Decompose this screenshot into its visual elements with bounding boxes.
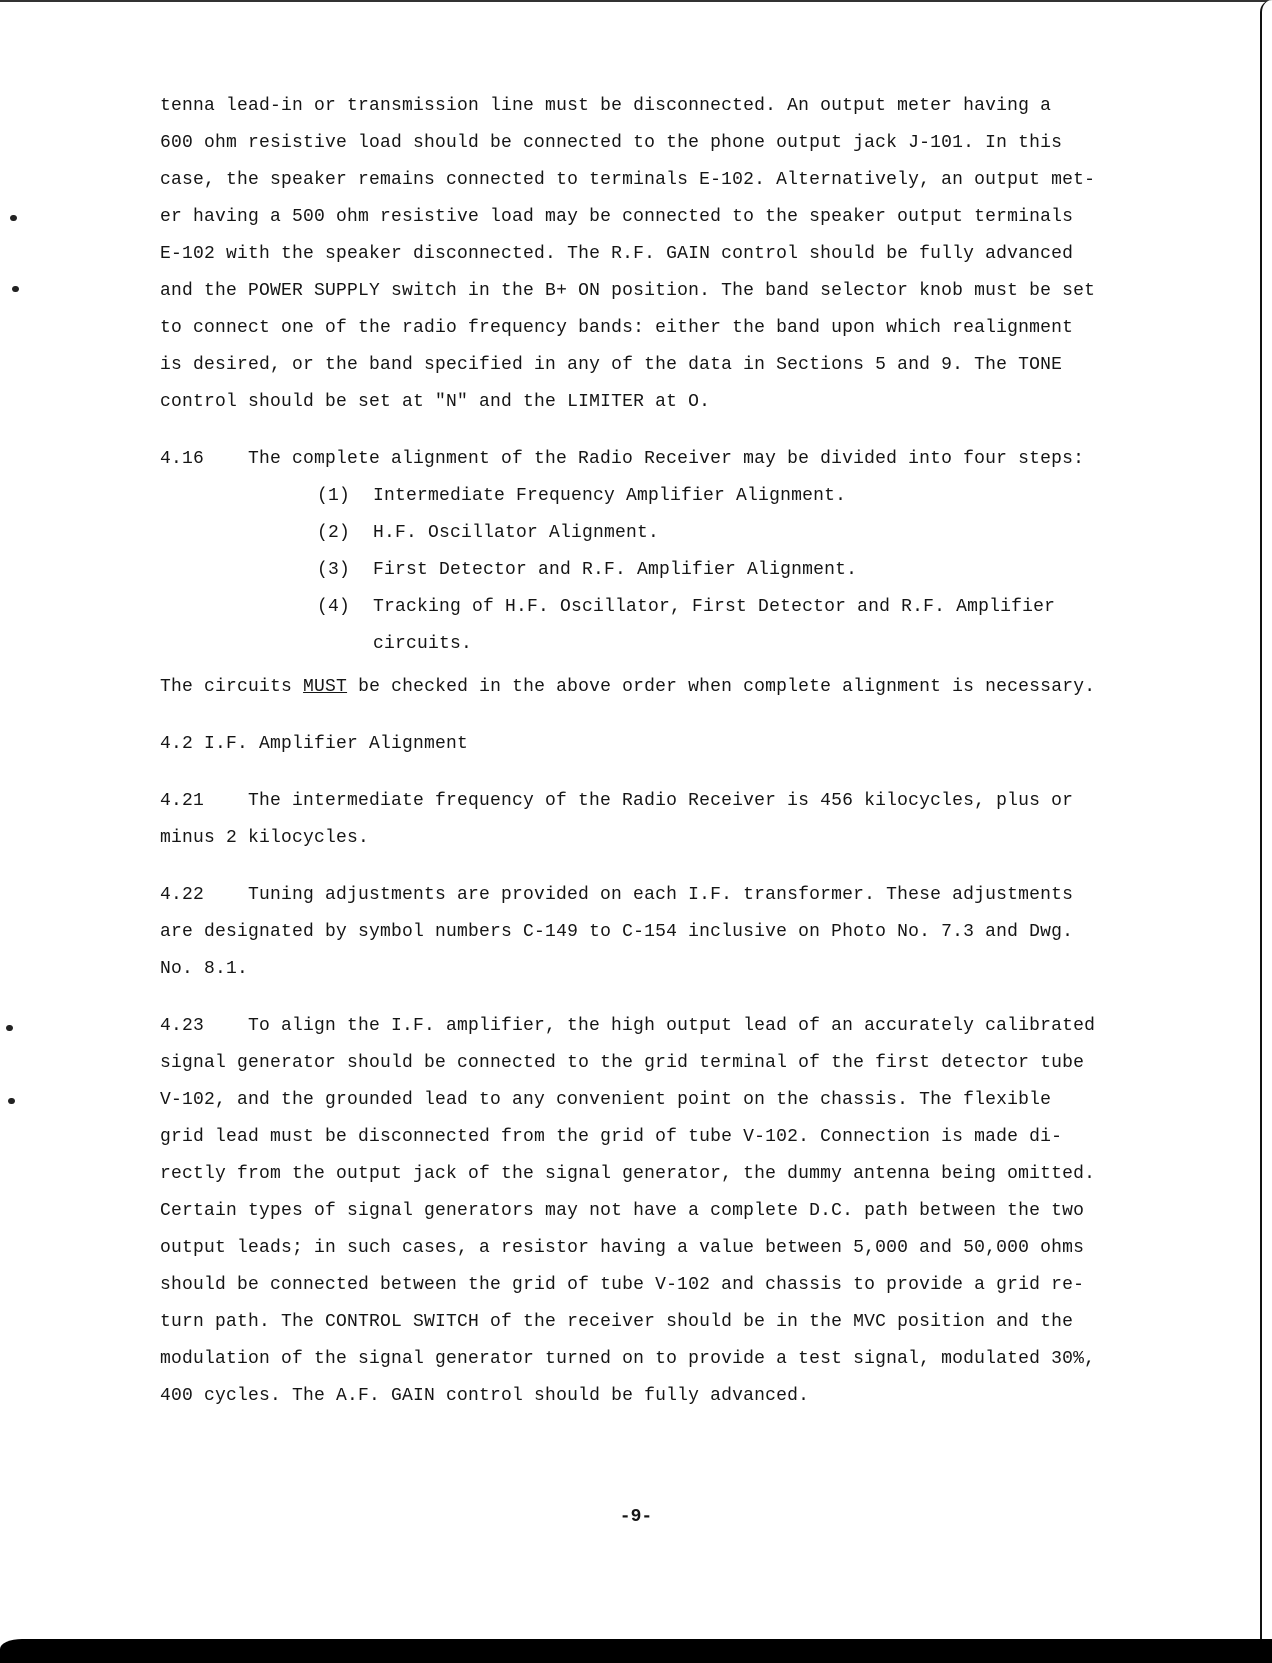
list-text: Intermediate Frequency Amplifier Alignment. (373, 486, 847, 506)
list-number: (3) (317, 560, 351, 580)
margin-mark (8, 1098, 15, 1104)
document-body (160, 88, 1120, 1415)
section-heading: 4.2 I.F. Amplifier Alignment (160, 734, 469, 754)
list-number: (2) (317, 523, 351, 543)
text-line: Tuning adjustments are provided on each I.F. transformer. These adjustments (248, 885, 1074, 905)
text-line: grid lead must be disconnected from the grid of tube V-102. Connection is made di- (160, 1127, 1063, 1147)
text-line: be checked in the above order when complete alignment is necessary. (358, 677, 1096, 697)
margin-mark (12, 286, 19, 292)
text-line: tenna lead-in or transmission line must be disconnected. An output meter having a (160, 96, 1052, 116)
text-line: modulation of the signal generator turned on to provide a test signal, modulated 30%, (160, 1349, 1096, 1369)
text-line: minus 2 kilocycles. (160, 828, 370, 848)
text-line: rectly from the output jack of the signal generator, the dummy antenna being omitted. (160, 1164, 1096, 1184)
text-line: Certain types of signal generators may not have a complete D.C. path between the two (160, 1201, 1085, 1221)
page-number: -9- (619, 1507, 653, 1527)
list-text: First Detector and R.F. Amplifier Alignment. (373, 560, 858, 580)
text-line: The intermediate frequency of the Radio Receiver is 456 kilocycles, plus or (248, 791, 1074, 811)
text-line: er having a 500 ohm resistive load may be connected to the speaker output terminals (160, 207, 1074, 227)
text-line: The circuits (160, 677, 293, 697)
text-line: To align the I.F. amplifier, the high output lead of an accurately calibrated (248, 1016, 1096, 1036)
section-number: 4.22 (160, 885, 205, 905)
page-edge-right (1260, 0, 1272, 1663)
text-line: output leads; in such cases, a resistor having a value between 5,000 and 50,000 ohms (160, 1238, 1085, 1258)
margin-mark (10, 215, 17, 221)
list-text: circuits. (373, 634, 473, 654)
text-line: are designated by symbol numbers C-149 to C-154 inclusive on Photo No. 7.3 and Dwg. (160, 922, 1074, 942)
list-text: H.F. Oscillator Alignment. (373, 523, 660, 543)
text-line: turn path. The CONTROL SWITCH of the receiver should be in the MVC position and the (160, 1312, 1074, 1332)
section-number: 4.16 (160, 449, 205, 469)
text-line: and the POWER SUPPLY switch in the B+ ON position. The band selector knob must be set (160, 281, 1096, 301)
section-4-22 (160, 877, 1120, 988)
text-line: control should be set at "N" and the LIMITER at O. (160, 392, 711, 412)
text-line: No. 8.1. (160, 959, 249, 979)
text-line: signal generator should be connected to the grid terminal of the first detector tube (160, 1053, 1085, 1073)
list-item (317, 589, 1120, 663)
margin-mark (6, 1025, 13, 1031)
list-text: Tracking of H.F. Oscillator, First Detector and R.F. Amplifier (373, 597, 1056, 617)
text-line: 600 ohm resistive load should be connected to the phone output jack J-101. In this (160, 133, 1063, 153)
text-line: is desired, or the band specified in any of the data in Sections 5 and 9. The TONE (160, 355, 1063, 375)
page-edge-top (0, 0, 1272, 8)
text-line: V-102, and the grounded lead to any convenient point on the chassis. The flexible (160, 1090, 1052, 1110)
text-line: 400 cycles. The A.F. GAIN control should be fully advanced. (160, 1386, 810, 1406)
text-line: case, the speaker remains connected to terminals E-102. Alternatively, an output met- (160, 170, 1096, 190)
text-line: E-102 with the speaker disconnected. The R.F. GAIN control should be fully advanced (160, 244, 1074, 264)
section-4-23 (160, 1008, 1120, 1415)
list-item (317, 515, 1120, 552)
list-item (317, 478, 1120, 515)
section-number: 4.21 (160, 791, 205, 811)
text-line: to connect one of the radio frequency bands: either the band upon which realignment (160, 318, 1074, 338)
text-line: should be connected between the grid of tube V-102 and chassis to provide a grid re- (160, 1275, 1085, 1295)
page-edge-bottom (0, 1639, 1272, 1663)
section-4-21 (160, 783, 1120, 857)
text-line: The complete alignment of the Radio Receiver may be divided into four steps: (248, 449, 1085, 469)
intro-paragraph (160, 88, 1120, 421)
emphasis-text: MUST (303, 677, 348, 697)
section-4-16 (160, 441, 1120, 706)
list-number: (1) (317, 486, 351, 506)
section-number: 4.23 (160, 1016, 205, 1036)
list-item (317, 552, 1120, 589)
list-number: (4) (317, 597, 351, 617)
